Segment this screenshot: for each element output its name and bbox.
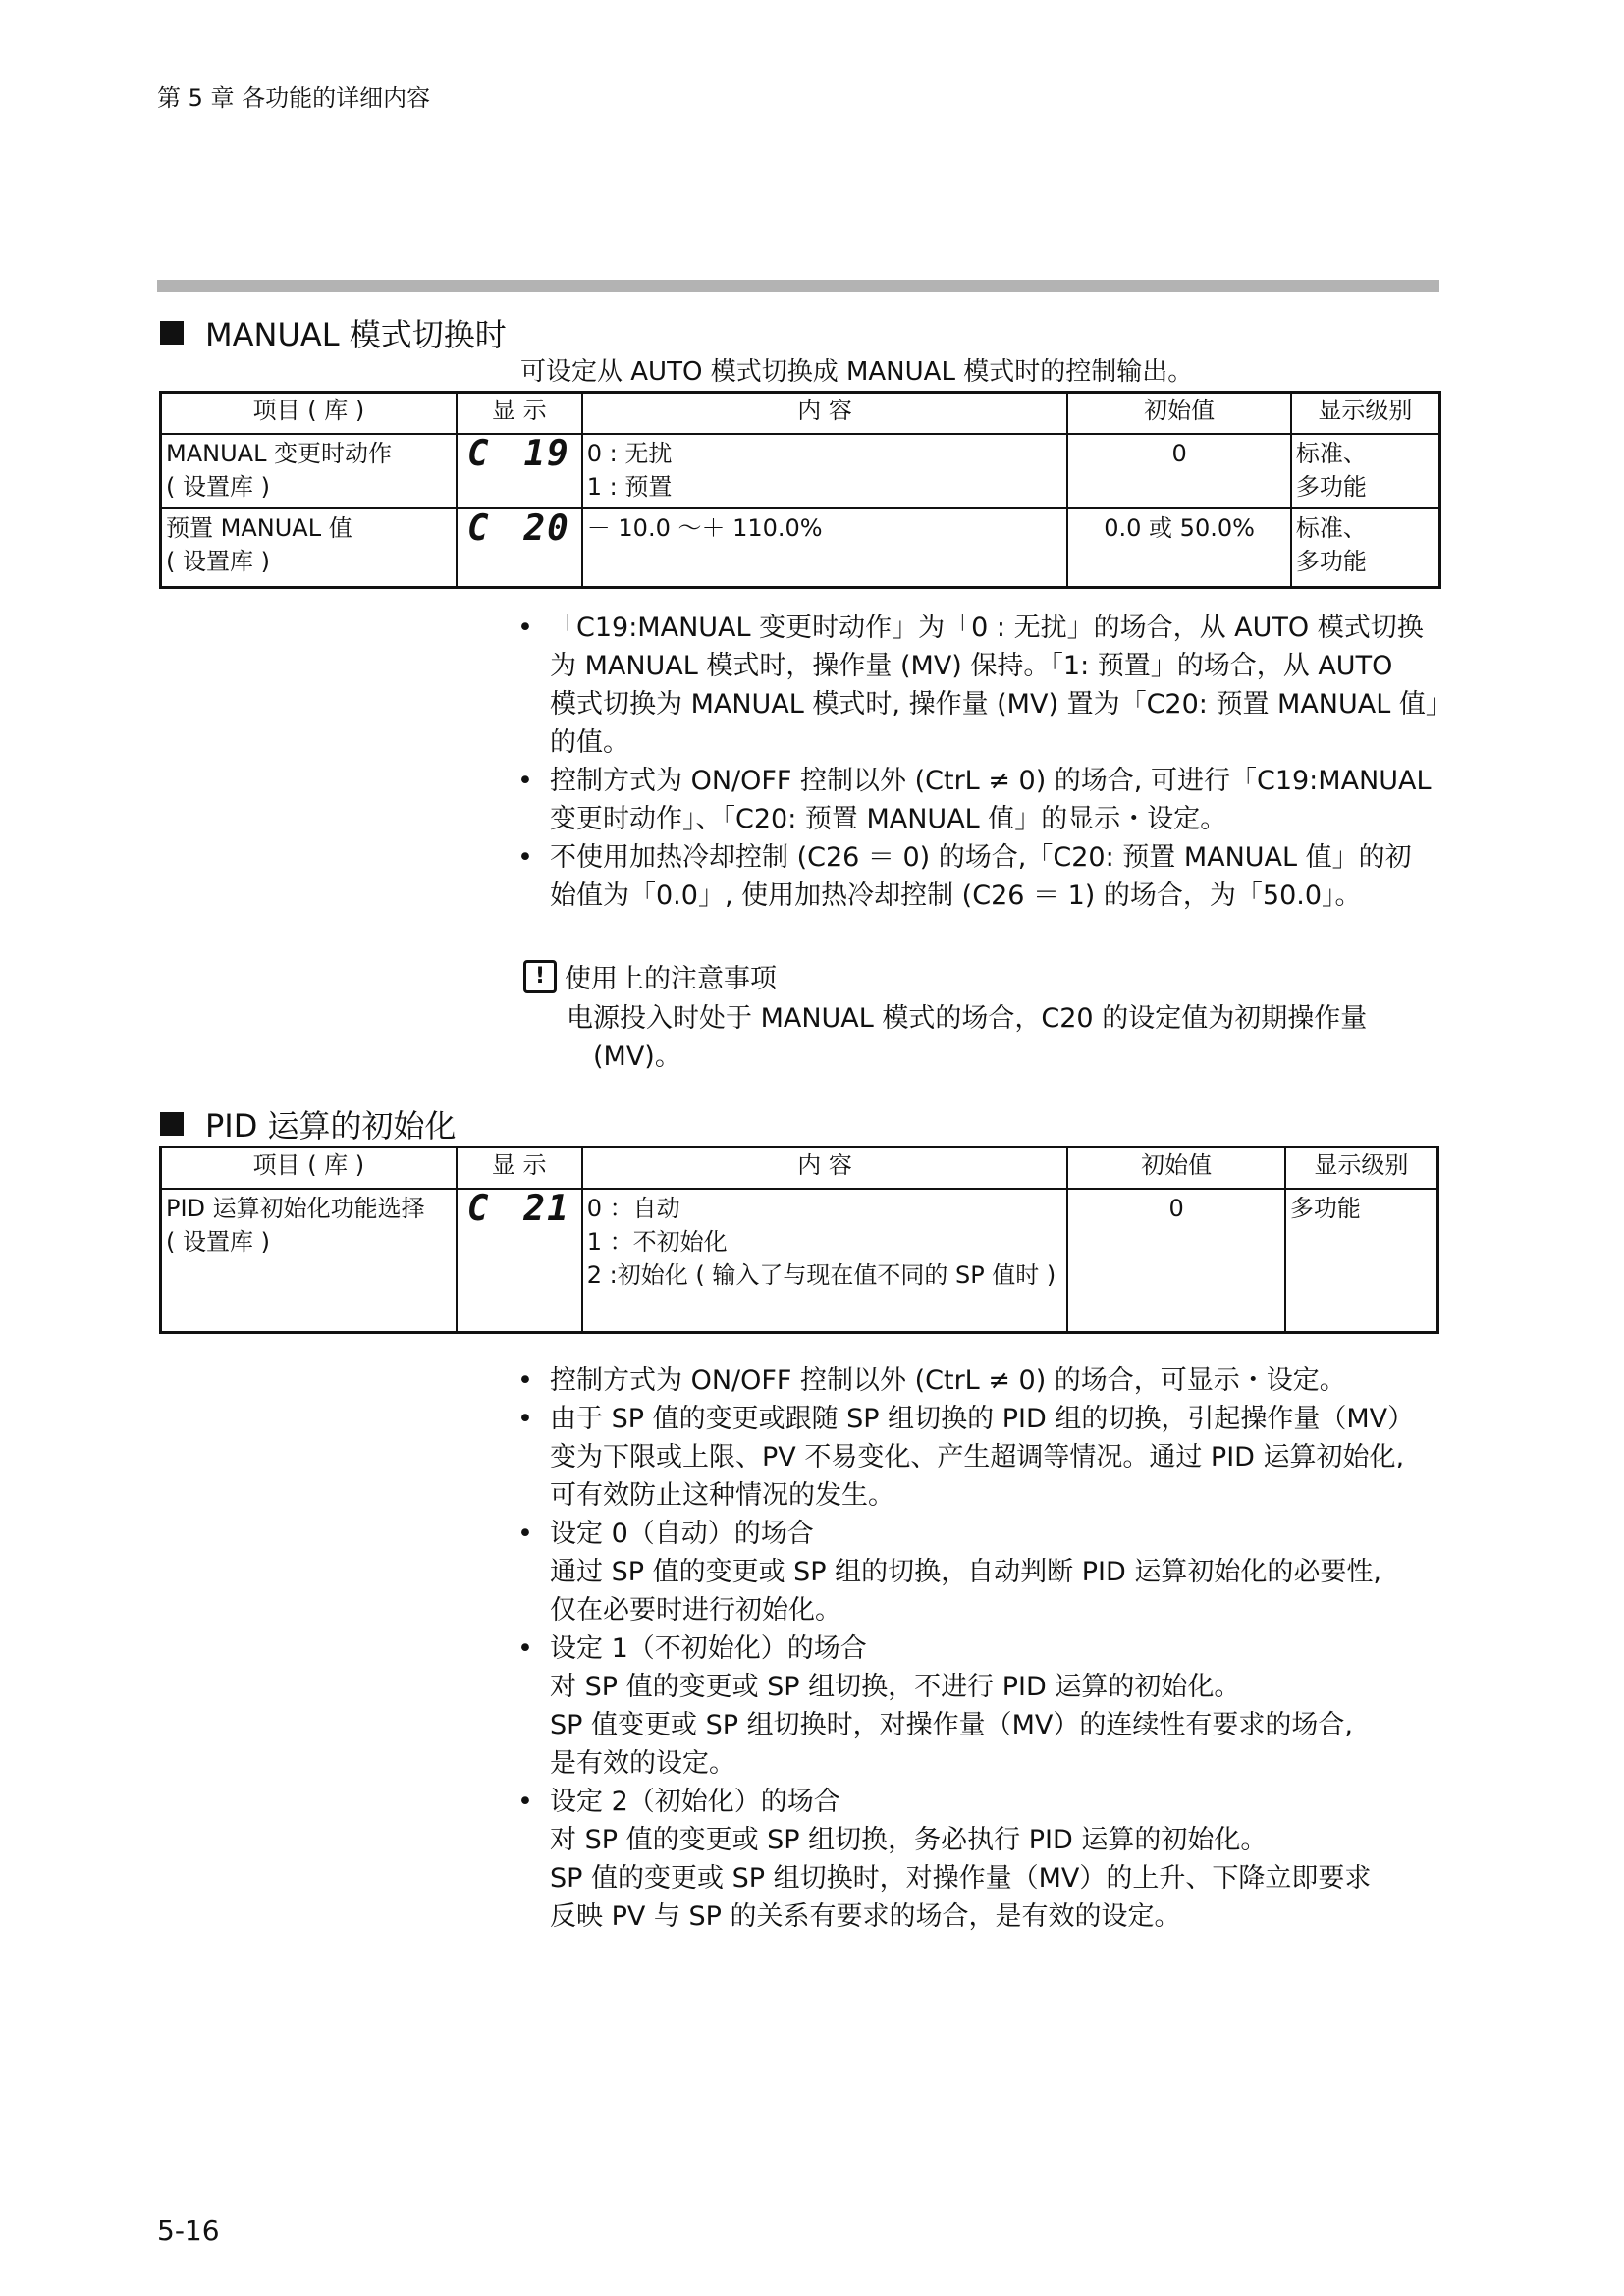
spec-table-manual [159, 391, 1441, 589]
col-header-item: 项目 ( 库 ) [161, 393, 457, 435]
table-header-row [161, 393, 1440, 435]
cell-initial: 0 [1067, 1189, 1284, 1332]
col-header-level: 显示级别 [1285, 1148, 1438, 1190]
caution-heading [523, 957, 777, 995]
seg-display-left: C [466, 434, 491, 474]
cell-level: 标准、 多功能 [1291, 434, 1440, 508]
cell-item: PID 运算初始化功能选择 ( 设置库 ) [161, 1189, 457, 1332]
col-header-content: 内 容 [582, 393, 1068, 435]
page-number: 5-16 [157, 2215, 220, 2247]
cell-initial: 0.0 或 50.0% [1067, 508, 1290, 587]
col-header-display: 显 示 [457, 1148, 582, 1190]
section-title-manual [160, 310, 507, 355]
cell-initial: 0 [1067, 434, 1290, 508]
square-bullet-icon [160, 321, 184, 345]
col-header-initial: 初始值 [1067, 393, 1290, 435]
cell-level: 标准、 多功能 [1291, 508, 1440, 587]
seg-display-left: C [466, 508, 491, 549]
section-title-pid [160, 1101, 457, 1147]
cell-display [457, 1189, 582, 1332]
notes-list-pid [515, 1362, 1448, 1936]
cell-content: 0 : 无扰 1 : 预置 [582, 434, 1068, 508]
list-item: • 不使用加热冷却控制 (C26 ＝ 0) 的场合,「C20: 预置 MANUAL 值」的初 始值为「0.0」, 使用加热冷却控制 (C26 ＝ 1) 的场合，为「50.0」。 [515, 838, 1448, 915]
seg-display-left: C [466, 1189, 491, 1229]
caution-text: 电源投入时处于 MANUAL 模式的场合，C20 的设定值为初期操作量 (MV)。 [567, 1003, 1368, 1072]
col-header-display: 显 示 [457, 393, 582, 435]
col-header-level: 显示级别 [1291, 393, 1440, 435]
table-header-row [161, 1148, 1438, 1190]
seg-display-right: 19 [523, 434, 570, 474]
section-intro: 可设定从 AUTO 模式切换成 MANUAL 模式时的控制输出。 [520, 357, 1194, 387]
spec-table-pid [159, 1146, 1439, 1334]
caution-icon: ! [523, 960, 557, 993]
cell-content: 0 ：自动 1 ：不初始化 2 :初始化 ( 输入了与现在值不同的 SP 值时 ) [582, 1189, 1068, 1332]
cell-display [457, 508, 582, 587]
seg-display-right: 21 [523, 1189, 570, 1229]
caution-title: 使用上的注意事项 [565, 964, 777, 994]
col-header-content: 内 容 [582, 1148, 1068, 1190]
table-row [161, 434, 1440, 508]
list-item: • 设定 2（初始化）的场合 对 SP 值的变更或 SP 组切换，务必执行 PID 运算的初始化。 SP 值的变更或 SP 组切换时，对操作量（MV）的上升、下降立即要求 反映 PV 与 SP 的关系有要求的场合，是有效的设定。 [515, 1783, 1448, 1936]
list-item: • 控制方式为 ON/OFF 控制以外 (CtrL ≠ 0) 的场合，可显示・设定。 [515, 1362, 1448, 1400]
list-item: • 「C19:MANUAL 变更时动作」为「0 : 无扰」的场合，从 AUTO 模式切换 为 MANUAL 模式时，操作量 (MV) 保持。「1: 预置」的场合，从 AUTO 模式切换为 MANUAL 模式时, 操作量 (MV) 置为「C20: 预置 MANUAL 值」 的值。 [515, 609, 1448, 762]
chapter-header: 第 5 章 各功能的详细内容 [157, 84, 431, 112]
list-item: • 由于 SP 值的变更或跟随 SP 组切换的 PID 组的切换，引起操作量（MV） 变为下限或上限、PV 不易变化、产生超调等情况。通过 PID 运算初始化, 可有效防止这种情况的发生。 [515, 1400, 1448, 1515]
cell-level: 多功能 [1285, 1189, 1438, 1332]
table-row [161, 508, 1440, 587]
section-rule [157, 280, 1439, 292]
section-title-text: PID 运算的初始化 [205, 1107, 457, 1145]
cell-item: MANUAL 变更时动作 ( 设置库 ) [161, 434, 457, 508]
list-item: • 设定 0（自动）的场合 通过 SP 值的变更或 SP 组的切换，自动判断 PID 运算初始化的必要性, 仅在必要时进行初始化。 [515, 1515, 1448, 1629]
list-item: • 设定 1（不初始化）的场合 对 SP 值的变更或 SP 组切换，不进行 PID 运算的初始化。 SP 值变更或 SP 组切换时，对操作量（MV）的连续性有要求的场合, 是有效的设定。 [515, 1629, 1448, 1783]
cell-display [457, 434, 582, 508]
cell-content: － 10.0 ～＋ 110.0% [582, 508, 1068, 587]
table-row [161, 1189, 1438, 1332]
notes-list-manual [515, 609, 1452, 915]
col-header-item: 项目 ( 库 ) [161, 1148, 457, 1190]
col-header-initial: 初始值 [1067, 1148, 1284, 1190]
cell-item: 预置 MANUAL 值 ( 设置库 ) [161, 508, 457, 587]
seg-display-right: 20 [523, 508, 570, 549]
section-title-text: MANUAL 模式切换时 [205, 316, 507, 353]
square-bullet-icon [160, 1112, 184, 1136]
list-item: • 控制方式为 ON/OFF 控制以外 (CtrL ≠ 0) 的场合, 可进行「C19:MANUAL 变更时动作」、「C20: 预置 MANUAL 值」的显示・设定。 [515, 762, 1448, 838]
